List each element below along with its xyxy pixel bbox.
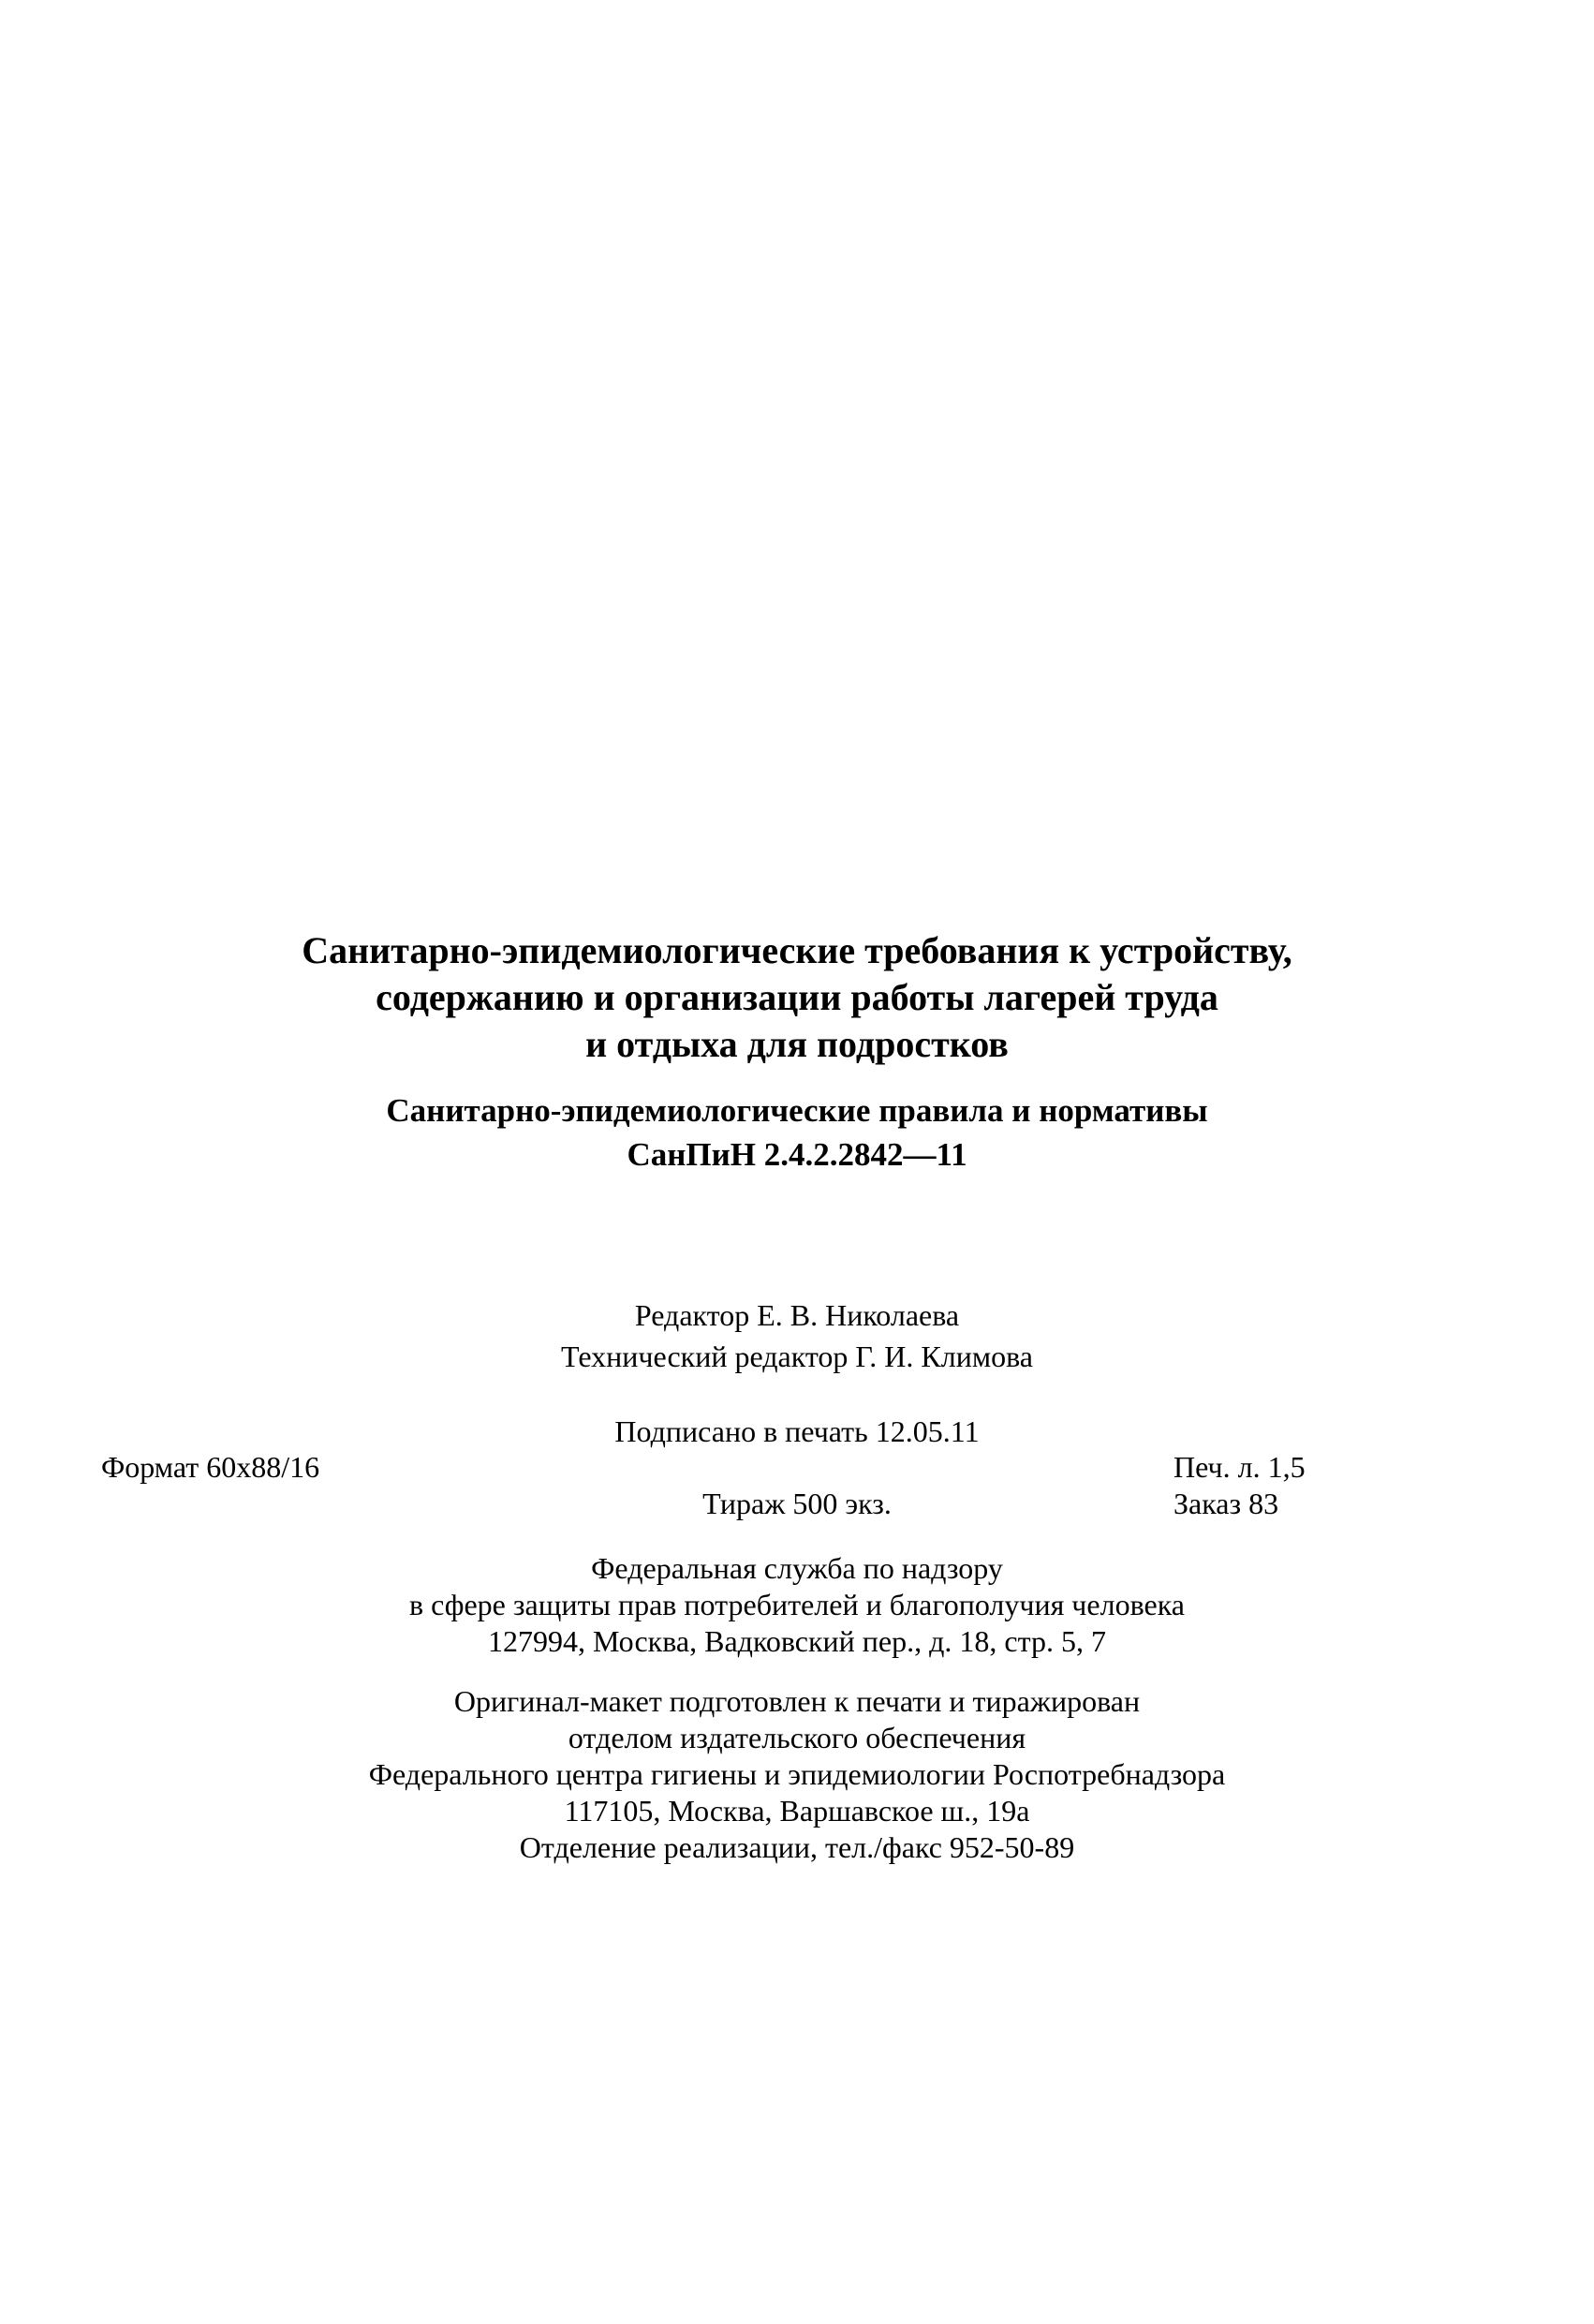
sales-contact: Отделение реализации, тел./факс 952-50-89 [519, 1830, 1075, 1864]
publisher-line-1: Федеральная служба по надзору [591, 1551, 1003, 1585]
doc-title-line-2: содержанию и организации работы лагерей труда [376, 976, 1218, 1018]
circulation: Тираж 500 экз. [702, 1487, 892, 1520]
doc-subtitle-code: СанПиН 2.4.2.2842—11 [627, 1136, 967, 1173]
production-address: 117105, Москва, Варшавское ш., 19а [564, 1794, 1030, 1828]
printed-sheets: Печ. л. 1,5 [1173, 1450, 1306, 1484]
production-line-1: Оригинал-макет подготовлен к печати и тиражирован [453, 1684, 1141, 1718]
production-line-3: Федерального центра гигиены и эпидемиологии Роспотребнадзора [368, 1757, 1226, 1791]
signed-to-print: Подписано в печать 12.05.11 [614, 1414, 980, 1448]
editor-line: Редактор Е. В. Николаева [634, 1298, 960, 1332]
tech-editor-line: Технический редактор Г. И. Климова [561, 1340, 1033, 1373]
doc-title-line-3: и отдыха для подростков [585, 1023, 1009, 1065]
doc-title-line-1: Санитарно-эпидемиологические требования к устройству, [302, 929, 1292, 971]
production-line-2: отделом издательского обеспечения [568, 1721, 1026, 1754]
order-number: Заказ 83 [1173, 1487, 1279, 1520]
doc-subtitle-line-1: Санитарно-эпидемиологические правила и нормативы [386, 1092, 1208, 1129]
publisher-line-2: в сфере защиты прав потребителей и благополучия человека [409, 1588, 1185, 1621]
format-label: Формат 60x88/16 [101, 1450, 320, 1484]
publisher-address: 127994, Москва, Вадковский пер., д. 18, стр. 5, 7 [488, 1624, 1106, 1658]
